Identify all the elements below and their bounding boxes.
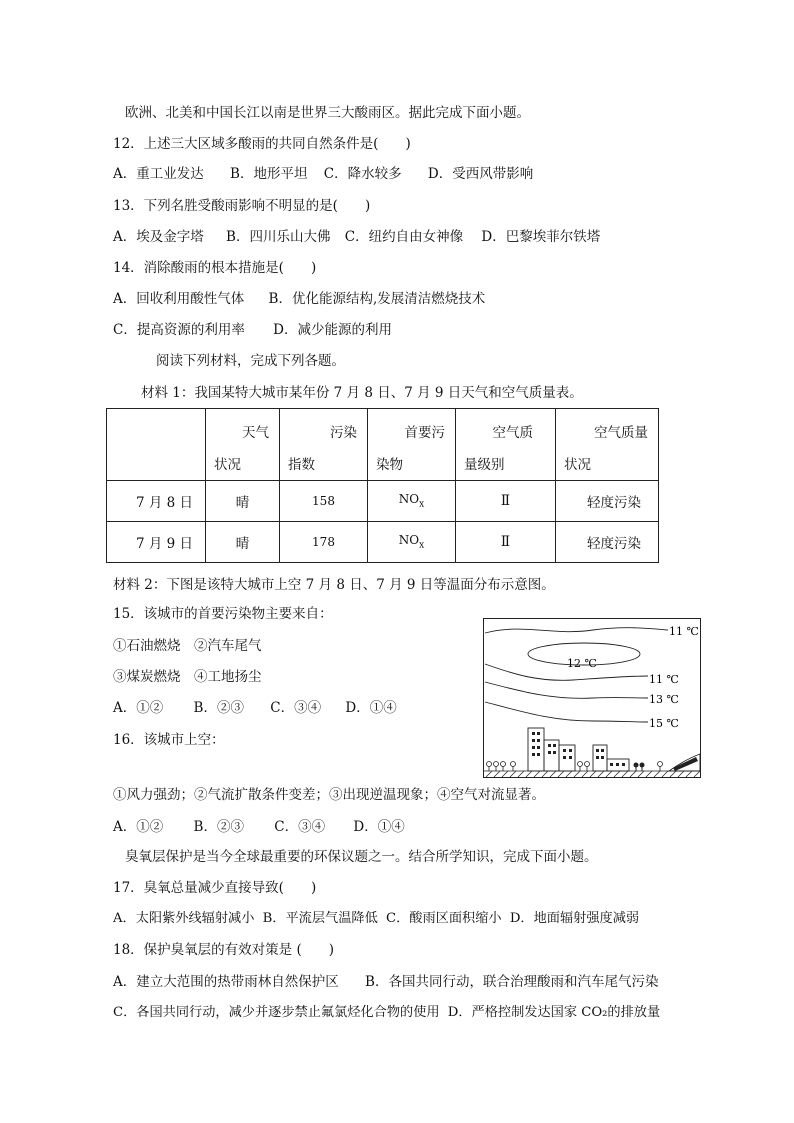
intro-ozone: 臭氧层保护是当今全球最重要的环保议题之一。结合所学知识，完成下面小题。 bbox=[125, 849, 598, 865]
question-18-options-1 bbox=[113, 972, 658, 992]
option-d: D．受西风带影响 bbox=[427, 166, 534, 182]
question-16-choices: ①风力强劲；②气流扩散条件变差；③出现逆温现象；④空气对流显著。 bbox=[113, 787, 545, 803]
option-d: D．①④ bbox=[353, 819, 405, 835]
option-b: B．②③ bbox=[193, 819, 244, 835]
option-a: A．①② bbox=[113, 700, 164, 716]
header-pollutant: 首要污 染物 bbox=[368, 409, 456, 481]
header-status: 空气质量 状况 bbox=[556, 409, 659, 481]
label-11-lower: 11 ℃ bbox=[649, 673, 679, 686]
header-index: 污染 指数 bbox=[280, 409, 368, 481]
material-1: 材料 1：我国某特大城市某年份 7 月 8 日、7 月 9 日天气和空气质量表。 bbox=[141, 385, 583, 401]
isotherm-diagram bbox=[483, 618, 701, 778]
row-level: Ⅱ bbox=[456, 522, 556, 563]
row-date: 7 月 9 日 bbox=[107, 522, 206, 563]
table-header-row bbox=[107, 409, 659, 481]
material-2: 材料 2：下图是该特大城市上空 7 月 8 日、7 月 9 日等温面分布示意图。 bbox=[113, 577, 555, 593]
intro-read-materials: 阅读下列材料，完成下列各题。 bbox=[156, 353, 345, 369]
intro-acid-rain: 欧洲、北美和中国长江以南是世界三大酸雨区。据此完成下面小题。 bbox=[125, 105, 530, 121]
option-a: A．建立大范围的热带雨林自然保护区 bbox=[113, 974, 339, 990]
row-index: 158 bbox=[280, 481, 368, 522]
option-d: D．减少能源的利用 bbox=[273, 322, 392, 338]
row-index: 178 bbox=[280, 522, 368, 563]
question-17-options bbox=[113, 909, 639, 929]
question-17: 17．臭氧总量减少直接导致( ) bbox=[113, 880, 317, 896]
question-18: 18．保护臭氧层的有效对策是 ( ) bbox=[113, 942, 335, 958]
option-c: C．③④ bbox=[274, 819, 326, 835]
option-d: D．巴黎埃菲尔铁塔 bbox=[481, 229, 601, 245]
row-weather: 晴 bbox=[206, 481, 280, 522]
option-b: B．四川乐山大佛 bbox=[226, 229, 331, 245]
question-12-options bbox=[113, 164, 533, 184]
question-15: 15．该城市的首要污染物主要来自： bbox=[113, 606, 333, 622]
question-16-options bbox=[113, 817, 405, 837]
question-12: 12．上述三大区域多酸雨的共同自然条件是( ) bbox=[113, 136, 411, 152]
option-c: C．各国共同行动，减少并逐步禁止氟氯烃化合物的使用 bbox=[113, 1005, 440, 1020]
question-18-options-2 bbox=[113, 1003, 660, 1023]
header-weather: 天气 状况 bbox=[206, 409, 280, 481]
table-row bbox=[107, 481, 659, 522]
label-11-top: 11 ℃ bbox=[669, 625, 699, 638]
question-15-choices-1: ①石油燃烧 ②汽车尾气 bbox=[113, 638, 262, 654]
question-14-options-1 bbox=[113, 289, 485, 309]
question-16: 16．该城市上空： bbox=[113, 732, 225, 748]
option-a: A．重工业发达 bbox=[113, 166, 204, 182]
row-pollutant: $NO_x$ bbox=[368, 481, 456, 522]
weather-quality-table bbox=[106, 408, 659, 563]
row-pollutant: $NO_x$ bbox=[368, 522, 456, 563]
question-13: 13．下列名胜受酸雨影响不明显的是( ) bbox=[113, 198, 371, 214]
row-status: 轻度污染 bbox=[556, 481, 659, 522]
row-status: 轻度污染 bbox=[556, 522, 659, 563]
row-level: Ⅱ bbox=[456, 481, 556, 522]
option-b: B．②③ bbox=[193, 700, 244, 716]
option-a: A．①② bbox=[113, 819, 164, 835]
option-b: B．优化能源结构,发展清洁燃烧技术 bbox=[268, 291, 486, 307]
question-14-options-2 bbox=[113, 320, 392, 340]
question-15-choices-2: ③煤炭燃烧 ④工地扬尘 bbox=[113, 669, 262, 685]
option-c: C．③④ bbox=[270, 700, 322, 716]
option-d: D．地面辐射强度减弱 bbox=[509, 911, 640, 926]
option-a: A．太阳紫外线辐射减小 bbox=[113, 911, 255, 926]
header-corner bbox=[107, 409, 206, 481]
option-c: C．酸雨区面积缩小 bbox=[386, 911, 502, 926]
label-15: 15 ℃ bbox=[649, 717, 679, 730]
label-12: 12 ℃ bbox=[567, 657, 597, 670]
question-14: 14．消除酸雨的根本措施是( ) bbox=[113, 260, 317, 276]
table-row bbox=[107, 522, 659, 563]
option-d: D．①④ bbox=[345, 700, 397, 716]
option-d: D．严格控制发达国家 CO₂的排放量 bbox=[447, 1005, 661, 1020]
option-c: C．提高资源的利用率 bbox=[113, 322, 245, 338]
option-a: A．埃及金字塔 bbox=[113, 229, 204, 245]
option-b: B．地形平坦 bbox=[230, 166, 308, 182]
question-15-options bbox=[113, 698, 397, 718]
option-c: C．纽约自由女神像 bbox=[344, 229, 464, 245]
option-a: A．回收利用酸性气体 bbox=[113, 291, 245, 307]
option-b: B．各国共同行动，联合治理酸雨和汽车尾气污染 bbox=[365, 974, 659, 990]
question-13-options bbox=[113, 227, 600, 247]
option-b: B．平流层气温降低 bbox=[262, 911, 378, 926]
option-c: C．降水较多 bbox=[323, 166, 402, 182]
header-level: 空气质 量级别 bbox=[456, 409, 556, 481]
row-weather: 晴 bbox=[206, 522, 280, 563]
label-13: 13 ℃ bbox=[649, 693, 679, 706]
row-date: 7 月 8 日 bbox=[107, 481, 206, 522]
